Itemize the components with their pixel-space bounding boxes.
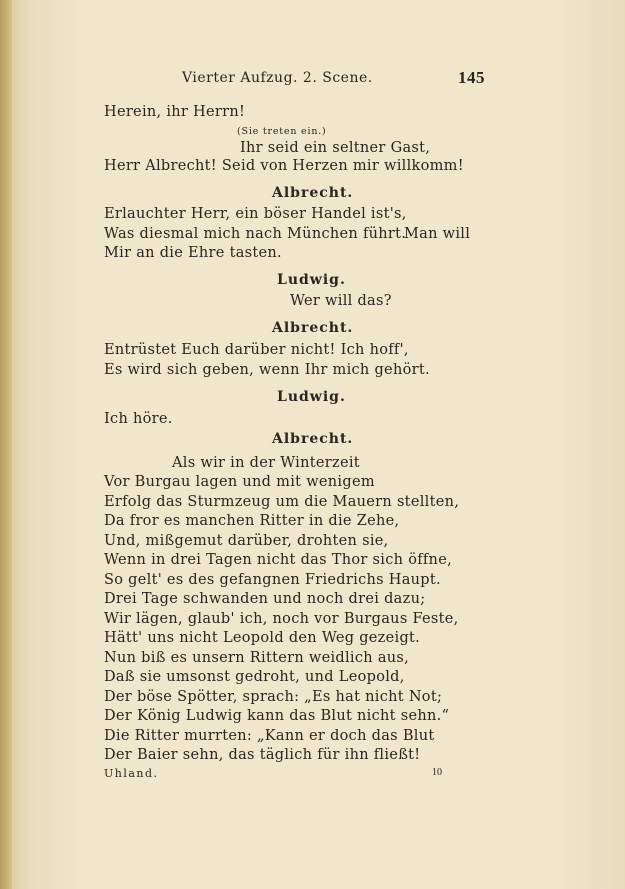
- verse-line: Herein, ihr Herrn!: [104, 104, 246, 120]
- speaker-name: Albrecht.: [272, 320, 354, 336]
- speaker-name: Ludwig.: [277, 272, 346, 288]
- verse-line: [104, 226, 471, 242]
- verse-line: Die Ritter murrten: „Kann er doch das Blut: [104, 728, 435, 744]
- verse-line: Mir an die Ehre tasten.: [104, 245, 282, 261]
- verse-line: Drei Tage schwanden und noch drei dazu;: [104, 591, 426, 607]
- verse-line: Hätt' uns nicht Leopold den Weg gezeigt.: [104, 630, 421, 646]
- signature-mark: Uhland.: [104, 767, 159, 780]
- speaker-name: Albrecht.: [272, 185, 354, 201]
- verse-line: Entrüstet Euch darüber nicht! Ich hoff',: [104, 342, 409, 358]
- verse-line: Der Baier sehn, das täglich für ihn fließt!: [104, 747, 421, 763]
- speaker-name: Ludwig.: [277, 389, 346, 405]
- page-number: 145: [458, 68, 485, 87]
- verse-line: Daß sie umsonst gedroht, und Leopold,: [104, 669, 405, 685]
- verse-line-part: Was diesmal mich nach München führt.: [104, 226, 407, 242]
- verse-line: Vor Burgau lagen und mit wenigem: [104, 474, 375, 490]
- verse-line: Herr Albrecht! Seid von Herzen mir willkomm!: [104, 158, 464, 174]
- verse-line: Nun biß es unsern Rittern weidlich aus,: [104, 650, 410, 666]
- page-gutter: [0, 0, 12, 889]
- verse-line: Ich höre.: [104, 411, 173, 427]
- verse-line: So gelt' es des gefangnen Friedrichs Haupt.: [104, 572, 441, 588]
- verse-line-part: Man will: [404, 226, 471, 242]
- verse-line: Und, mißgemut darüber, drohten sie,: [104, 533, 389, 549]
- sheet-number: 10: [432, 767, 442, 778]
- stage-direction: (Sie treten ein.): [237, 126, 327, 137]
- verse-line: Der böse Spötter, sprach: „Es hat nicht Not;: [104, 689, 443, 705]
- verse-line: Erlauchter Herr, ein böser Handel ist's,: [104, 206, 407, 222]
- verse-line: Da fror es manchen Ritter in die Zehe,: [104, 513, 400, 529]
- verse-line: Ihr seid ein seltner Gast,: [240, 140, 431, 156]
- verse-line: Wenn in drei Tagen nicht das Thor sich öffne,: [104, 552, 452, 568]
- verse-line: Wer will das?: [290, 293, 392, 309]
- verse-line: Es wird sich geben, wenn Ihr mich gehört.: [104, 362, 430, 378]
- verse-line: Als wir in der Winterzeit: [172, 455, 360, 471]
- speaker-name: Albrecht.: [272, 431, 354, 447]
- verse-line: Der König Ludwig kann das Blut nicht sehn.“: [104, 708, 450, 724]
- verse-line: Erfolg das Sturmzeug um die Mauern stellten,: [104, 494, 460, 510]
- running-head-title: Vierter Aufzug. 2. Scene.: [182, 70, 373, 86]
- verse-line: Wir lägen, glaub' ich, noch vor Burgaus Feste,: [104, 611, 459, 627]
